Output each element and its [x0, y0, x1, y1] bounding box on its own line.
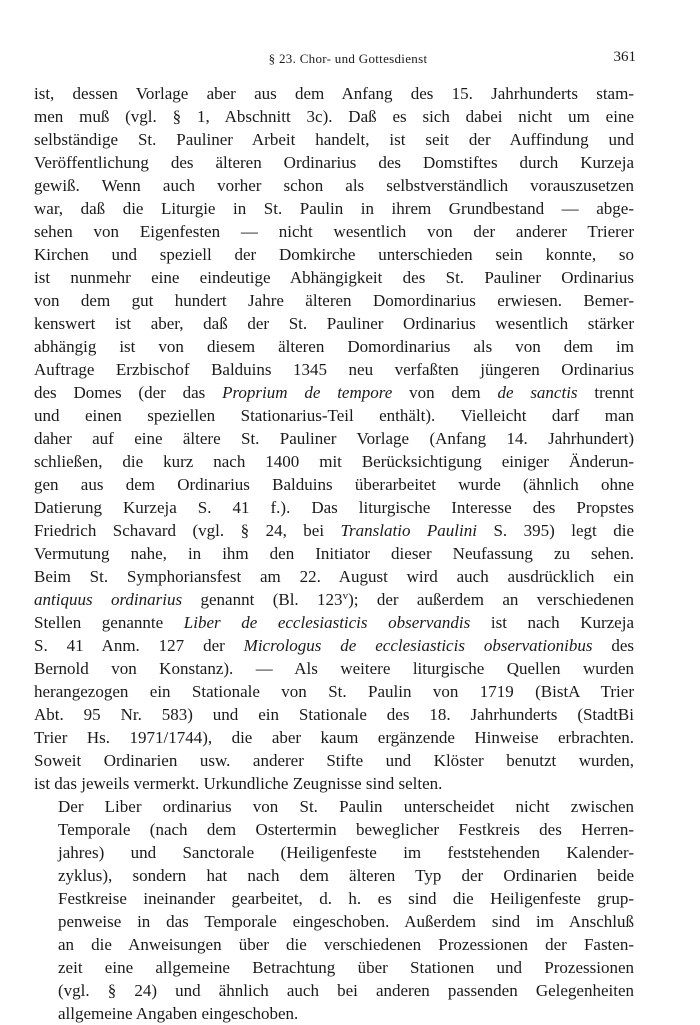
text-line: Temporale (nach dem Ostertermin beweglicher Festkreis des Herren-	[58, 820, 634, 839]
text-line: herangezogen ein Stationale von St. Paulin von 1719 (BistA Trier	[34, 682, 634, 701]
italic-title: Liber de ecclesiasticis observandis	[183, 613, 471, 632]
text-line: S. 41 Anm. 127 der Micrologus de ecclesiasticis observationibus des	[34, 636, 634, 655]
text-line: ist nunmehr eine eindeutige Abhängigkeit des St. Pauliner Ordinarius	[34, 268, 634, 287]
text-line: Auftrage Erzbischof Balduins 1345 neu verfaßten jüngeren Ordinarius	[34, 360, 634, 379]
section-title: § 23. Chor- und Gottesdienst	[268, 51, 428, 66]
text-line: gen aus dem Ordinarius Balduins überarbeitet wurde (ähnlich ohne	[34, 475, 634, 494]
text-line: Kirchen und speziell der Domkirche unterschieden sein konnte, so	[34, 245, 634, 264]
text-line: selbständige St. Pauliner Arbeit handelt, ist seit der Auffindung und	[34, 130, 634, 149]
text-line: gewiß. Wenn auch vorher schon als selbstverständlich vorauszusetzen	[34, 176, 634, 195]
text-line: Soweit Ordinarien usw. anderer Stifte und Klöster benutzt wurden,	[34, 751, 634, 770]
text-line: kenswert ist aber, daß der St. Pauliner Ordinarius wesentlich stärker	[34, 314, 634, 333]
text-line: ist das jeweils vermerkt. Urkundliche Zeugnisse sind selten.	[34, 774, 443, 793]
body-text	[34, 82, 634, 1025]
text-line: Datierung Kurzeja S. 41 f.). Das liturgische Interesse des Propstes	[34, 498, 634, 517]
text-line: Abt. 95 Nr. 583) und ein Stationale des 18. Jahrhunderts (StadtBi	[34, 705, 634, 724]
text-line: antiquus ordinarius genannt (Bl. 123$^v$); der außerdem an verschiedenen	[34, 590, 634, 609]
text-line: Vermutung nahe, in ihm den Initiator dieser Neufassung zu sehen.	[34, 544, 634, 563]
paragraph	[34, 82, 634, 795]
text-line: allgemeine Angaben eingeschoben.	[58, 1004, 299, 1023]
text-line: Festkreise ineinander gearbeitet, d. h. es sind die Heiligenfeste grup-	[58, 889, 634, 908]
text-line: Beim St. Symphoriansfest am 22. August wird auch ausdrücklich ein	[34, 567, 634, 586]
italic-title: Proprium de tempore	[222, 383, 393, 402]
text-line: Trier Hs. 1971/1744), die aber kaum ergänzende Hinweise erbrachten.	[34, 728, 634, 747]
text-line: Der Liber ordinarius von St. Paulin unterscheidet nicht zwischen	[58, 797, 634, 816]
page-number: 361	[613, 49, 636, 65]
text-line: Friedrich Schavard (vgl. § 24, bei Translatio Paulini S. 395) legt die	[34, 521, 634, 540]
text-line: Stellen genannte Liber de ecclesiasticis observandis ist nach Kurzeja	[34, 613, 635, 632]
text-line: und einen speziellen Stationarius-Teil enthält). Vielleicht darf man	[34, 406, 634, 425]
text-line: schließen, die kurz nach 1400 mit Berücksichtigung einiger Änderun-	[34, 452, 634, 471]
text-line: sehen von Eigenfesten — nicht wesentlich von der anderer Trierer	[34, 222, 634, 241]
text-line: penweise in das Temporale eingeschoben. Außerdem sind im Anschluß	[58, 912, 634, 931]
book-page	[34, 48, 662, 1025]
italic-title: antiquus ordinarius	[34, 590, 183, 609]
text-line: an die Anweisungen über die verschiedenen Prozessionen der Fasten-	[58, 935, 634, 954]
italic-title: Micrologus de ecclesiasticis observationibus	[243, 636, 593, 655]
text-line: zeit eine allgemeine Betrachtung über Stationen und Prozessionen	[58, 958, 634, 977]
text-line: ist, dessen Vorlage aber aus dem Anfang des 15. Jahrhunderts stam-	[34, 84, 634, 103]
text-line: daher auf eine ältere St. Pauliner Vorlage (Anfang 14. Jahrhundert)	[34, 429, 634, 448]
text-line: Veröffentlichung des älteren Ordinarius des Domstiftes durch Kurzeja	[34, 153, 634, 172]
text-line: des Domes (der das Proprium de tempore von dem de sanctis trennt	[34, 383, 635, 402]
italic-title: Translatio Paulini	[340, 521, 477, 540]
superscript: v	[342, 590, 349, 602]
text-line: von dem gut hundert Jahre älteren Domordinarius erwiesen. Bemer-	[34, 291, 634, 310]
text-line: men muß (vgl. § 1, Abschnitt 3c). Daß es sich dabei nicht um eine	[34, 107, 634, 126]
text-line: abhängig ist von diesem älteren Domordinarius als von dem im	[34, 337, 634, 356]
text-line: zyklus), sondern hat nach dem älteren Typ der Ordinarien beide	[58, 866, 634, 885]
text-line: Bernold von Konstanz). — Als weitere liturgische Quellen wurden	[34, 659, 634, 678]
text-line: jahres) und Sanctorale (Heiligenfeste im feststehenden Kalender-	[58, 843, 634, 862]
running-header	[34, 48, 662, 74]
italic-title: de sanctis	[497, 383, 578, 402]
paragraph	[34, 795, 634, 1025]
text-line: war, daß die Liturgie in St. Paulin in ihrem Grundbestand — abge-	[34, 199, 634, 218]
text-line: (vgl. § 24) und ähnlich auch bei anderen passenden Gelegenheiten	[58, 981, 634, 1000]
